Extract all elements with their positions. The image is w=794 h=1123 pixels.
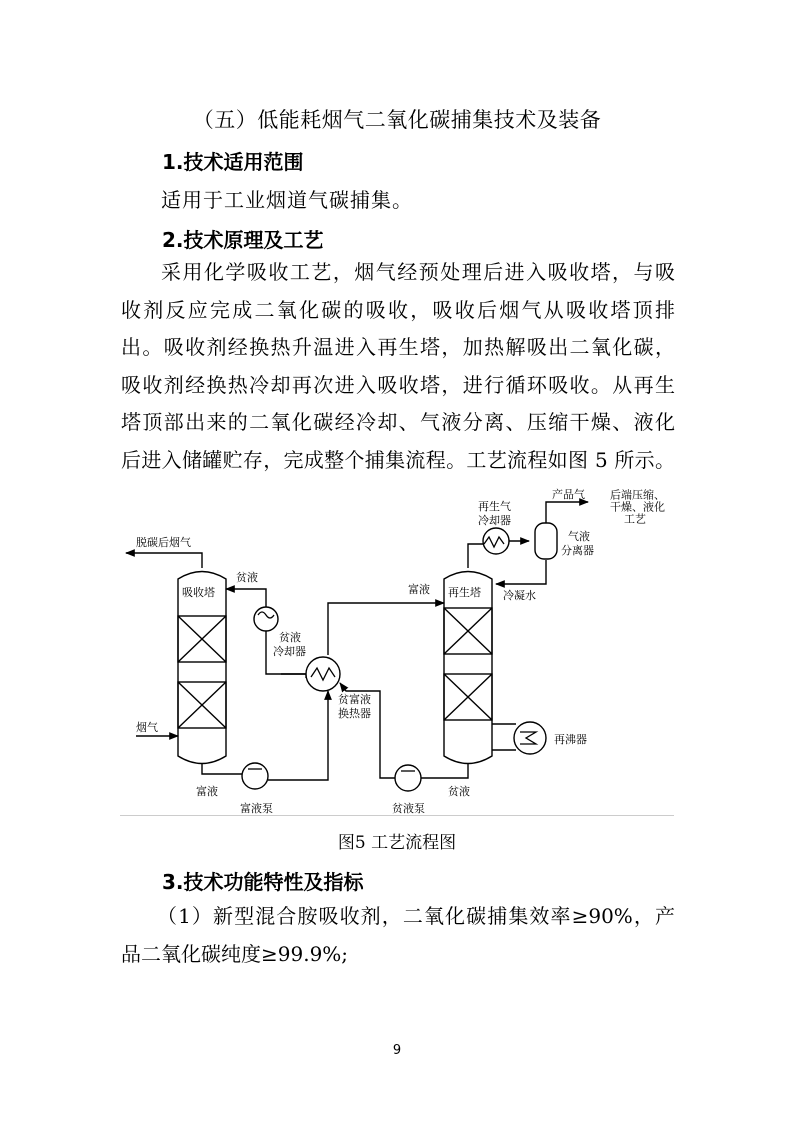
lean-pump-symbol [395, 765, 421, 791]
lean-cooler-label-2: 冷却器 [273, 645, 306, 658]
paragraph-line: （1）新型混合胺吸收剂，二氧化碳捕集效率≥90%，产 [157, 904, 675, 928]
principle-paragraph [121, 254, 675, 479]
paragraph-line: 收剂反应完成二氧化碳的吸收，吸收后烟气从吸收塔顶排 [121, 297, 675, 322]
paragraph-line: 品二氧化碳纯度≥99.9%; [121, 941, 349, 966]
downstream-label-3: 工艺 [624, 512, 646, 526]
lean-top-label: 贫液 [236, 571, 258, 584]
decarb-gas-label: 脱碳后烟气 [136, 536, 191, 549]
separator-label-2: 分离器 [561, 544, 594, 557]
lean-bottom-label: 贫液 [448, 785, 470, 798]
page-number: 9 [392, 1043, 402, 1058]
hx-label-1: 贫富液 [338, 693, 371, 706]
paragraph-line: 出。吸收剂经换热升温进入再生塔，加热解吸出二氧化碳， [121, 335, 675, 359]
process-flow-diagram [118, 488, 678, 815]
paragraph-line: 后进入储罐贮存，完成整个捕集流程。工艺流程如图 5 所示。 [121, 447, 675, 472]
flue-gas-label: 烟气 [136, 721, 158, 734]
downstream-label-1: 后端压缩、 [610, 488, 665, 502]
heading-features: 3.技术功能特性及指标 [162, 870, 364, 894]
section-title: （五）低能耗烟气二氧化碳捕集技术及装备 [192, 108, 602, 132]
rich-pump-symbol [242, 763, 268, 789]
regen-cooler-label-1: 再生气 [478, 500, 511, 513]
downstream-label-2: 干燥、液化 [610, 500, 665, 514]
reboiler-symbol [514, 722, 546, 754]
hx-label-2: 换热器 [338, 707, 371, 720]
rich-top-label: 富液 [408, 583, 430, 596]
product-gas-label: 产品气 [552, 488, 585, 501]
regen-cooler-label-2: 冷却器 [478, 514, 511, 527]
features-paragraph [121, 898, 675, 973]
condensate-label: 冷凝水 [503, 589, 536, 602]
separator-symbol [535, 523, 557, 559]
absorber-column [178, 572, 226, 764]
paragraph-line: 塔顶部出来的二氧化碳经冷却、气液分离、压缩干燥、液化 [121, 410, 675, 434]
lean-pump-label: 贫液泵 [392, 802, 425, 815]
regenerator-label: 再生塔 [448, 586, 481, 599]
lean-cooler-label-1: 贫液 [279, 631, 301, 644]
figure-caption: 图5 工艺流程图 [337, 833, 457, 853]
figure-divider [120, 815, 674, 816]
heading-scope: 1.技术适用范围 [162, 150, 304, 174]
heading-principle: 2.技术原理及工艺 [162, 228, 324, 252]
lean-cooler-symbol [254, 607, 278, 631]
reboiler-label: 再沸器 [554, 733, 587, 746]
paragraph-line: 采用化学吸收工艺，烟气经预处理后进入吸收塔，与吸 [161, 260, 675, 284]
absorber-label: 吸收塔 [182, 586, 215, 599]
separator-label-1: 气液 [568, 530, 590, 543]
rich-pump-label: 富液泵 [240, 802, 273, 815]
heat-exchanger-symbol [306, 657, 340, 691]
paragraph-line: 吸收剂经换热冷却再次进入吸收塔，进行循环吸收。从再生 [121, 372, 675, 397]
rich-bottom-label: 富液 [196, 785, 218, 798]
regenerator-column [444, 572, 492, 764]
scope-text: 适用于工业烟道气碳捕集。 [161, 188, 413, 212]
